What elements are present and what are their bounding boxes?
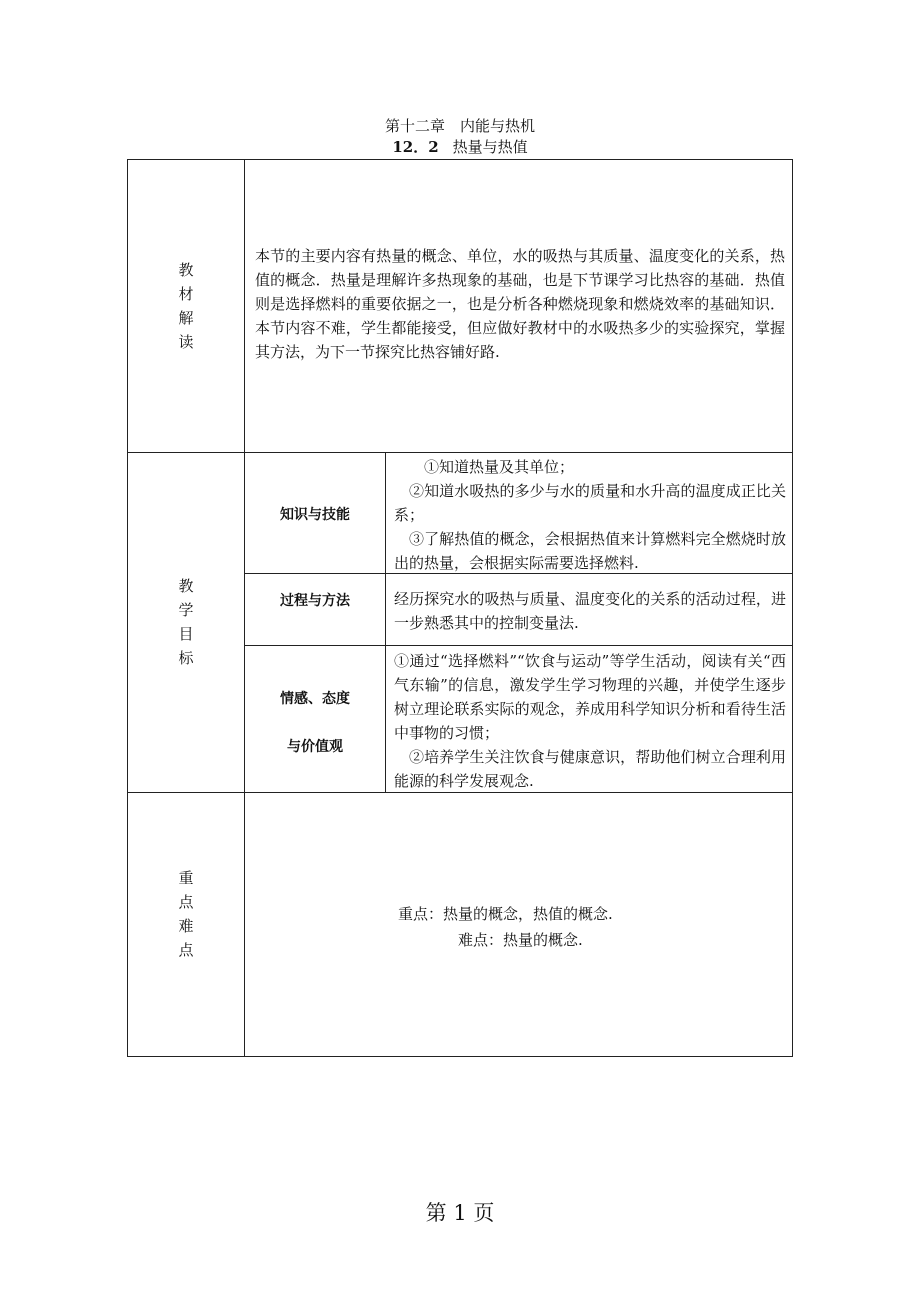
label-char: 学 [178, 601, 194, 619]
label-char: 重 [178, 869, 194, 887]
emotion-values-label-line1: 情感、态度 [280, 691, 350, 707]
page-number: 第 1 页 [425, 1201, 495, 1225]
label-char: 材 [178, 285, 194, 303]
goal-item: ①知道热量及其单位； [424, 458, 575, 476]
label-char: 解 [178, 309, 194, 327]
goal-item: ①通过“选择燃料”“饮食与运动”等学生活动，阅读有关“西气东输”的信息，激发学生学习物理的兴趣，并使学生逐步树立理论联系实际的观念，养成用科学知识分析和看待生活中事物的习惯； [394, 652, 786, 742]
knowledge-skills-label: 知识与技能 [280, 507, 350, 523]
key-points-label [176, 866, 196, 962]
label-char: 点 [178, 893, 194, 911]
difficult-point-text: 难点：热量的概念. [458, 931, 583, 949]
emotion-values-content [394, 649, 786, 793]
section-number: 12．2 [392, 138, 439, 156]
key-point-text: 重点：热量的概念，热值的概念. [398, 905, 613, 923]
label-char: 点 [178, 941, 194, 959]
label-char: 教 [178, 577, 194, 595]
label-char: 教 [178, 261, 194, 279]
chapter-title: 第十二章 内能与热机 [384, 117, 535, 135]
label-char: 目 [178, 625, 194, 643]
process-method-label: 过程与方法 [280, 593, 350, 609]
teaching-goals-label [176, 574, 196, 670]
goal-item: ②知道水吸热的多少与水的质量和水升高的温度成正比关系； [394, 482, 786, 524]
row-divider-1 [127, 452, 793, 453]
label-char: 难 [178, 917, 194, 935]
section-heading [0, 136, 920, 157]
sublabel-column-divider [385, 452, 386, 792]
goal-item: ③了解热值的概念，会根据热值来计算燃料完全燃烧时放出的热量，会根据实际需要选择燃料. [394, 530, 786, 572]
textbook-reading-label [176, 258, 196, 354]
section-title: 热量与热值 [452, 138, 528, 156]
knowledge-skills-content [394, 455, 786, 575]
label-char: 读 [178, 333, 194, 351]
textbook-reading-text: 本节的主要内容有热量的概念、单位，水的吸热与其质量、温度变化的关系，热值的概念．热量是理解许多热现象的基础，也是下节课学习比热容的基础．热值则是选择燃料的重要依据之一，也是分析各种燃烧现象和燃烧效率的基础知识．本节内容不难，学生都能接受，但应做好教材中的水吸热多少的实验探究，掌握其方法，为下一节探究比热容铺好路. [255, 247, 785, 361]
goal-divider-2 [244, 645, 793, 646]
goal-item: ②培养学生关注饮食与健康意识，帮助他们树立合理利用能源的科学发展观念. [394, 748, 786, 790]
label-char: 标 [178, 649, 194, 667]
process-method-text: 经历探究水的吸热与质量、温度变化的关系的活动过程，进一步熟悉其中的控制变量法. [394, 590, 786, 632]
emotion-values-label-line2: 与价值观 [287, 739, 343, 755]
